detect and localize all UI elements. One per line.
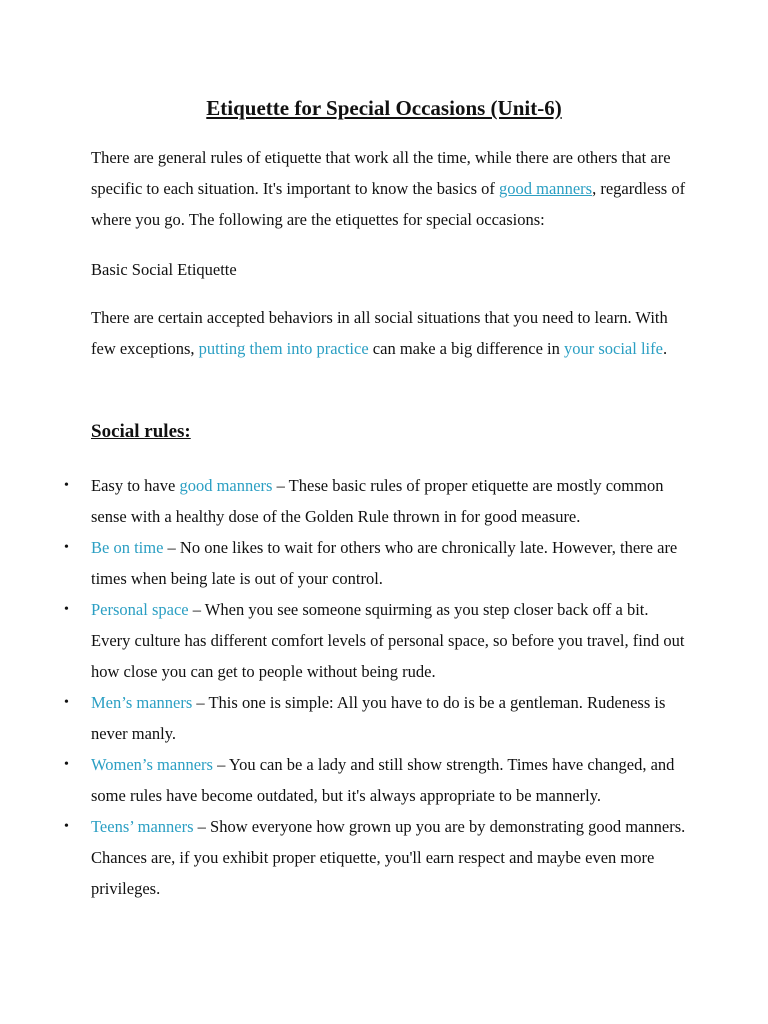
behaviors-text-middle: can make a big difference in xyxy=(368,339,564,358)
bullet-icon: • xyxy=(64,819,69,834)
intro-text-before: There are general rules of etiquette that work all the time, while there are others that are specific to each situation. It's important to know the basics of xyxy=(91,148,671,198)
rule-link-teens-manners[interactable]: Teens’ manners xyxy=(91,817,194,836)
rule-text: – Show everyone how grown up you are by demonstrating good manners. Chances are, if you exhibit proper etiquette, you'll earn respect and maybe even more privileges. xyxy=(91,817,686,898)
rule-link-personal-space[interactable]: Personal space xyxy=(91,600,189,619)
behaviors-text-after: . xyxy=(662,339,668,358)
page-title: Etiquette for Special Occasions (Unit-6) xyxy=(206,96,562,120)
rule-link-good-manners[interactable]: good manners xyxy=(179,476,273,495)
rule-link-be-on-time[interactable]: Be on time xyxy=(91,538,164,557)
list-item xyxy=(64,470,691,532)
good-manners-link[interactable]: good manners xyxy=(499,179,593,198)
rule-text: – This one is simple: All you have to do is be a gentleman. Rudeness is never manly. xyxy=(91,693,666,743)
rule-text: – These basic rules of proper etiquette are mostly common sense with a healthy dose of the Golden Rule thrown in for good measure. xyxy=(91,476,664,526)
bullet-icon: • xyxy=(64,540,69,555)
list-item xyxy=(64,594,691,687)
social-rules-list xyxy=(64,470,691,904)
rule-text: – When you see someone squirming as you step closer back off a bit. Every culture has different comfort levels of personal space, so before you travel, find out how close you can get to people without being rude. xyxy=(91,600,685,681)
rule-prefix: Easy to have xyxy=(91,476,180,495)
putting-into-practice-link[interactable]: putting them into practice xyxy=(198,339,369,358)
list-item xyxy=(64,687,691,749)
behaviors-text-before: There are certain accepted behaviors in all social situations that you need to learn. With few exceptions, xyxy=(91,308,668,358)
bullet-icon: • xyxy=(64,602,69,617)
list-item xyxy=(64,749,691,811)
bullet-icon: • xyxy=(64,695,69,710)
your-social-life-link[interactable]: your social life xyxy=(563,339,663,358)
rule-text: – You can be a lady and still show strength. Times have changed, and some rules have become outdated, but it's always appropriate to be mannerly. xyxy=(91,755,675,805)
intro-paragraph xyxy=(91,142,691,235)
bullet-icon: • xyxy=(64,757,69,772)
intro-text-after: , regardless of where you go. The following are the etiquettes for special occasions: xyxy=(91,179,686,229)
basic-social-etiquette-heading: Basic Social Etiquette xyxy=(91,260,237,279)
list-item xyxy=(64,811,691,904)
rule-text: – No one likes to wait for others who are chronically late. However, there are times when being late is out of your control. xyxy=(91,538,678,588)
social-rules-heading: Social rules: xyxy=(91,421,191,442)
rule-link-womens-manners[interactable]: Women’s manners xyxy=(91,755,213,774)
rule-link-mens-manners[interactable]: Men’s manners xyxy=(91,693,193,712)
behaviors-paragraph xyxy=(91,302,691,364)
bullet-icon: • xyxy=(64,478,69,493)
list-item xyxy=(64,532,691,594)
